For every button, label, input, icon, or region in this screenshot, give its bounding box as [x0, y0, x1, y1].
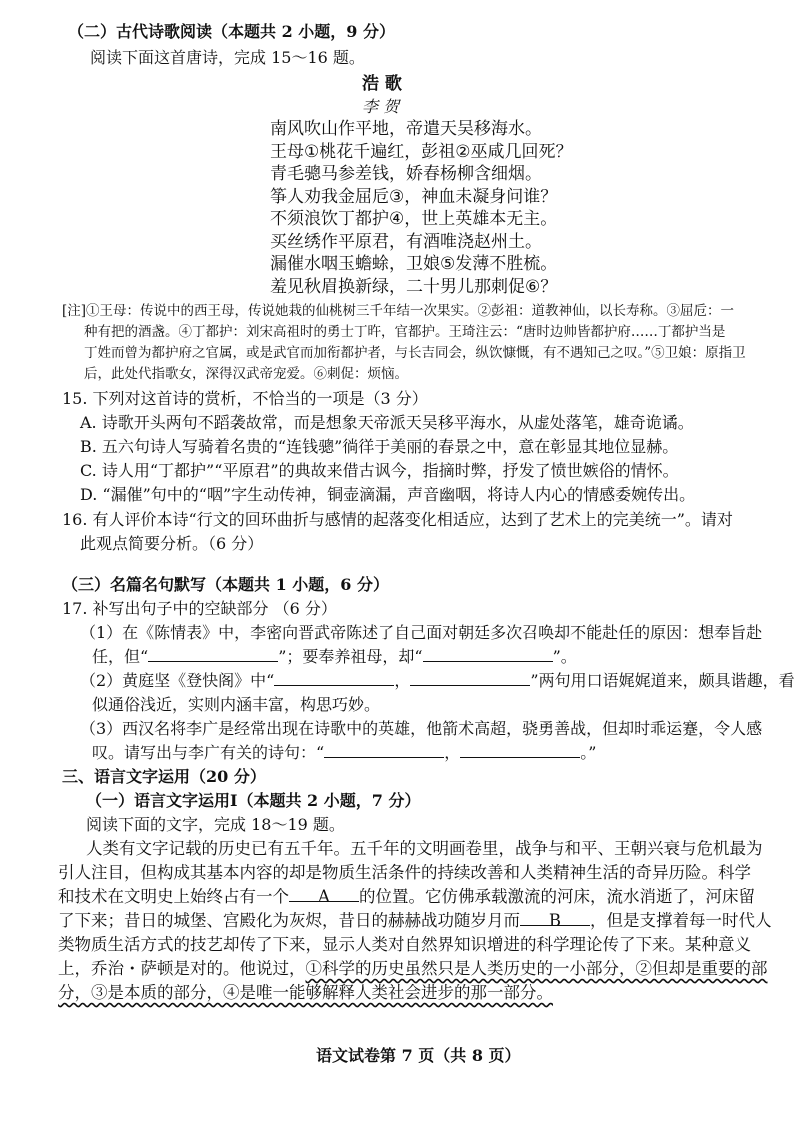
answer-blank[interactable]	[274, 669, 394, 686]
sub-heading: （一）语言文字运用Ⅰ（本题共 2 小题，7 分）	[86, 791, 421, 810]
passage-line	[58, 957, 768, 981]
poem-line: 青毛骢马参差钱，娇春杨柳含细烟。	[270, 164, 542, 184]
passage-line: 类物质生活方式的技艺却传了下来，显示人类对自然界知识增进的科学理论传了下来。某种意义	[58, 935, 751, 954]
q17-text: 。”	[580, 743, 597, 762]
answer-blank[interactable]	[410, 669, 530, 686]
section-heading: （三）名篇名句默写（本题共 1 小题，6 分）	[62, 575, 389, 594]
answer-blank[interactable]	[148, 645, 278, 662]
passage-text: 上，乔治・萨顿是对的。他说过，	[58, 959, 306, 978]
q17-text: ”两句用口语娓娓道来，颇具谐趣，看	[530, 671, 795, 690]
option-d: D. “漏催”句中的“咽”字生动传神，铜壶滴漏，声音幽咽，将诗人内心的情感委婉传出。	[80, 485, 696, 504]
poem-line: 不须浪饮丁都护④，世上英雄本无主。	[270, 209, 558, 229]
blank-a[interactable]: A	[289, 885, 359, 902]
q17-text: ，	[394, 671, 411, 690]
q17-item-3-cont	[92, 741, 596, 765]
q17-item-3: （3）西汉名将李广是经常出现在诗歌中的英雄，他箭术高超，骁勇善战，但却时乖运蹇，令人感	[80, 719, 763, 738]
question-16-line: 16. 有人评价本诗“行文的回环曲折与感情的起落变化相适应，达到了艺术上的完美统一”。请对	[62, 510, 733, 529]
question-15-stem: 15. 下列对这首诗的赏析，不恰当的一项是（3 分）	[62, 389, 428, 408]
page-footer: 语文试卷第 7 页（共 8 页）	[316, 1046, 521, 1065]
poem-note: 丁姓而曾为都护府之官属，或是武官而加衔都护者，与长吉同会，纵饮慷慨，有不遇知己之叹。”⑤卫娘：原指卫	[84, 345, 746, 361]
poem-line: 王母①桃花千遍红，彭祖②巫咸几回死？	[270, 142, 573, 162]
q17-text: （2）黄庭坚《登快阁》中“	[80, 671, 275, 690]
answer-blank[interactable]	[423, 645, 553, 662]
poem-title: 浩 歌	[362, 74, 402, 94]
question-16-line: 此观点简要分析。（6 分）	[80, 534, 264, 553]
option-b: B. 五六句诗人写骑着名贵的“连钱骢”徜徉于美丽的春景之中，意在彰显其地位显赫。	[80, 437, 679, 456]
q17-item-1-cont	[92, 645, 577, 669]
section-heading: （二）古代诗歌阅读（本题共 2 小题，9 分）	[68, 22, 395, 41]
blank-b[interactable]: B	[520, 909, 590, 926]
passage-line: 引人注目，但构成其基本内容的却是物质生活条件的持续改善和人类精神生活的奇异历险。科学	[58, 863, 751, 882]
passage-line: 人类有文字记载的历史已有五千年。五千年的文明画卷里，战争与和平、王朝兴衰与危机最为	[86, 839, 763, 858]
poem-line: 南风吹山作平地，帝遣天吴移海水。	[270, 119, 542, 139]
q17-item-2	[80, 669, 795, 693]
poem-line: 筝人劝我金屈卮③，神血未凝身问谁？	[270, 187, 558, 207]
poem-line: 买丝绣作平原君，有酒唯浇赵州土。	[270, 232, 542, 252]
q17-text: 叹。请写出与李广有关的诗句：“	[92, 743, 325, 762]
underlined-quote: ①科学的历史虽然只是人类历史的一小部分，②但却是重要的部	[305, 959, 768, 978]
q17-text: 任，但“	[92, 647, 149, 666]
option-a: A. 诗歌开头两句不蹈袭故常，而是想象天帝派天吴移平海水，从虚处落笔，雄奇诡谲。	[80, 413, 694, 432]
instruction: 阅读下面这首唐诗，完成 15～16 题。	[90, 48, 365, 67]
poem-author: 李 贺	[362, 97, 400, 116]
q17-text: ”。	[552, 647, 577, 666]
q17-item-2-cont: 似通俗浅近，实则内涵丰富，构思巧妙。	[92, 695, 381, 714]
poem-line: 羞见秋眉换新绿，二十男儿那刺促⑥？	[270, 277, 558, 297]
passage-text: 的位置。它仿佛承载激流的河床，流水消逝了，河床留	[359, 887, 755, 906]
poem-note: 后，此处代指歌女，深得汉武帝宠爱。⑥刺促：烦恼。	[84, 366, 408, 382]
underlined-quote: 分，③是本质的部分，④是唯一能够解释人类社会进步的那一部分。	[58, 983, 553, 1002]
instruction: 阅读下面的文字，完成 18～19 题。	[86, 815, 345, 834]
question-17-stem: 17. 补写出句子中的空缺部分 （6 分）	[62, 599, 337, 618]
passage-text: 了下来；昔日的城堡、宫殿化为灰烬，昔日的赫赫战功随岁月而	[58, 911, 520, 930]
passage-line	[58, 909, 772, 933]
answer-blank[interactable]	[324, 741, 444, 758]
passage-line	[58, 885, 755, 909]
q17-item-1: （1）在《陈情表》中，李密向晋武帝陈述了自己面对朝廷多次召唤却不能赴任的原因：想奉旨赴	[80, 623, 763, 642]
poem-note: 种有把的酒盏。④丁都护：刘宋高祖时的勇士丁旿，官都护。王琦注云：“唐时边帅皆都护府……丁都护当是	[84, 324, 726, 340]
answer-blank[interactable]	[460, 741, 580, 758]
passage-text: 和技术在文明史上始终占有一个	[58, 887, 289, 906]
option-c: C. 诗人用“丁都护”“平原君”的典故来借古讽今，指摘时弊，抒发了愤世嫉俗的情怀。	[80, 461, 679, 480]
poem-note: [注]①王母：传说中的西王母，传说她栽的仙桃树三千年结一次果实。②彭祖：道教神仙，以长寿称。③屈卮：一	[62, 303, 735, 319]
q17-text: ，	[444, 743, 461, 762]
poem-line: 漏催水咽玉蟾蜍，卫娘⑤发薄不胜梳。	[270, 254, 558, 274]
part-heading: 三、语言文字运用（20 分）	[62, 767, 266, 786]
passage-text: ，但是支撑着每一时代人	[590, 911, 772, 930]
q17-text: ”；要奉养祖母，却“	[278, 647, 423, 666]
